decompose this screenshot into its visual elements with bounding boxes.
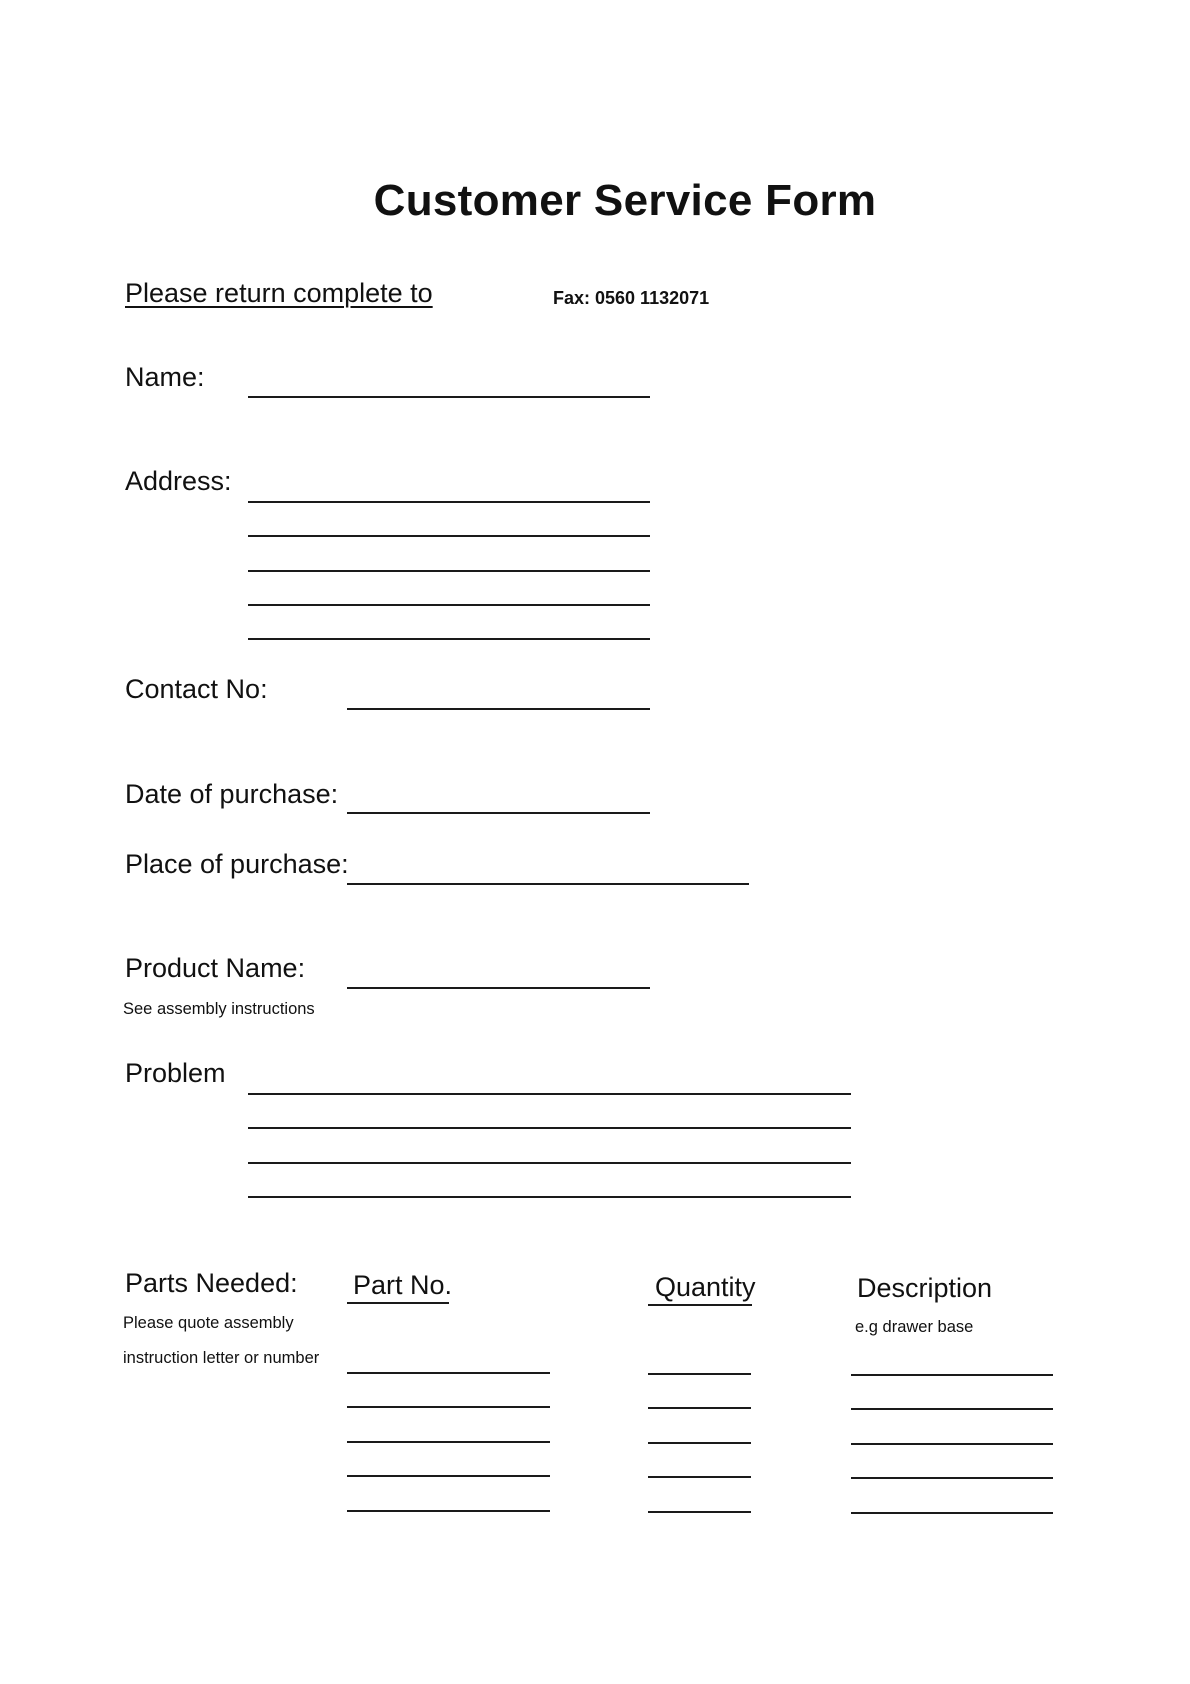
quantity-line-5[interactable] <box>648 1511 751 1513</box>
address-field-line-1[interactable] <box>248 501 650 503</box>
date-of-purchase-field-line[interactable] <box>347 812 650 814</box>
return-instruction: Please return complete to <box>125 278 433 308</box>
description-header: Description <box>857 1273 993 1303</box>
address-label: Address: <box>125 466 232 496</box>
quantity-line-2[interactable] <box>648 1407 751 1409</box>
quantity-line-3[interactable] <box>648 1442 751 1444</box>
description-hint: e.g drawer base <box>855 1318 974 1336</box>
part-no-line-4[interactable] <box>347 1475 550 1477</box>
problem-field-line-2[interactable] <box>248 1127 851 1129</box>
description-line-5[interactable] <box>851 1512 1053 1514</box>
contact-label: Contact No: <box>125 674 268 704</box>
product-name-label: Product Name: <box>125 953 306 983</box>
problem-field-line-3[interactable] <box>248 1162 851 1164</box>
part-no-line-3[interactable] <box>347 1441 550 1443</box>
part-no-header-underline <box>347 1302 449 1304</box>
quantity-line-4[interactable] <box>648 1476 751 1478</box>
part-no-line-5[interactable] <box>347 1510 550 1512</box>
description-line-2[interactable] <box>851 1408 1053 1410</box>
place-of-purchase-field-line[interactable] <box>347 883 749 885</box>
product-name-hint: See assembly instructions <box>123 1000 315 1018</box>
product-name-field-line[interactable] <box>347 987 650 989</box>
quantity-line-1[interactable] <box>648 1373 751 1375</box>
address-field-line-3[interactable] <box>248 570 650 572</box>
part-no-header: Part No. <box>353 1270 453 1300</box>
address-field-line-2[interactable] <box>248 535 650 537</box>
address-field-line-5[interactable] <box>248 638 650 640</box>
contact-field-line[interactable] <box>347 708 650 710</box>
form-title: Customer Service Form <box>373 176 877 225</box>
part-no-line-2[interactable] <box>347 1406 550 1408</box>
quantity-header-underline <box>648 1304 752 1306</box>
address-field-line-4[interactable] <box>248 604 650 606</box>
problem-field-line-4[interactable] <box>248 1196 851 1198</box>
parts-hint-line-2: instruction letter or number <box>123 1349 320 1367</box>
description-line-3[interactable] <box>851 1443 1053 1445</box>
date-of-purchase-label: Date of purchase: <box>125 779 339 809</box>
part-no-line-1[interactable] <box>347 1372 550 1374</box>
problem-field-line-1[interactable] <box>248 1093 851 1095</box>
parts-hint-line-1: Please quote assembly <box>123 1314 294 1332</box>
name-field-line[interactable] <box>248 396 650 398</box>
name-label: Name: <box>125 362 205 392</box>
description-line-1[interactable] <box>851 1374 1053 1376</box>
quantity-header: Quantity <box>655 1272 756 1302</box>
description-line-4[interactable] <box>851 1477 1053 1479</box>
fax-number: Fax: 0560 1132071 <box>553 288 710 308</box>
place-of-purchase-label: Place of purchase: <box>125 849 349 879</box>
parts-needed-label: Parts Needed: <box>125 1268 298 1298</box>
problem-label: Problem <box>125 1058 226 1088</box>
